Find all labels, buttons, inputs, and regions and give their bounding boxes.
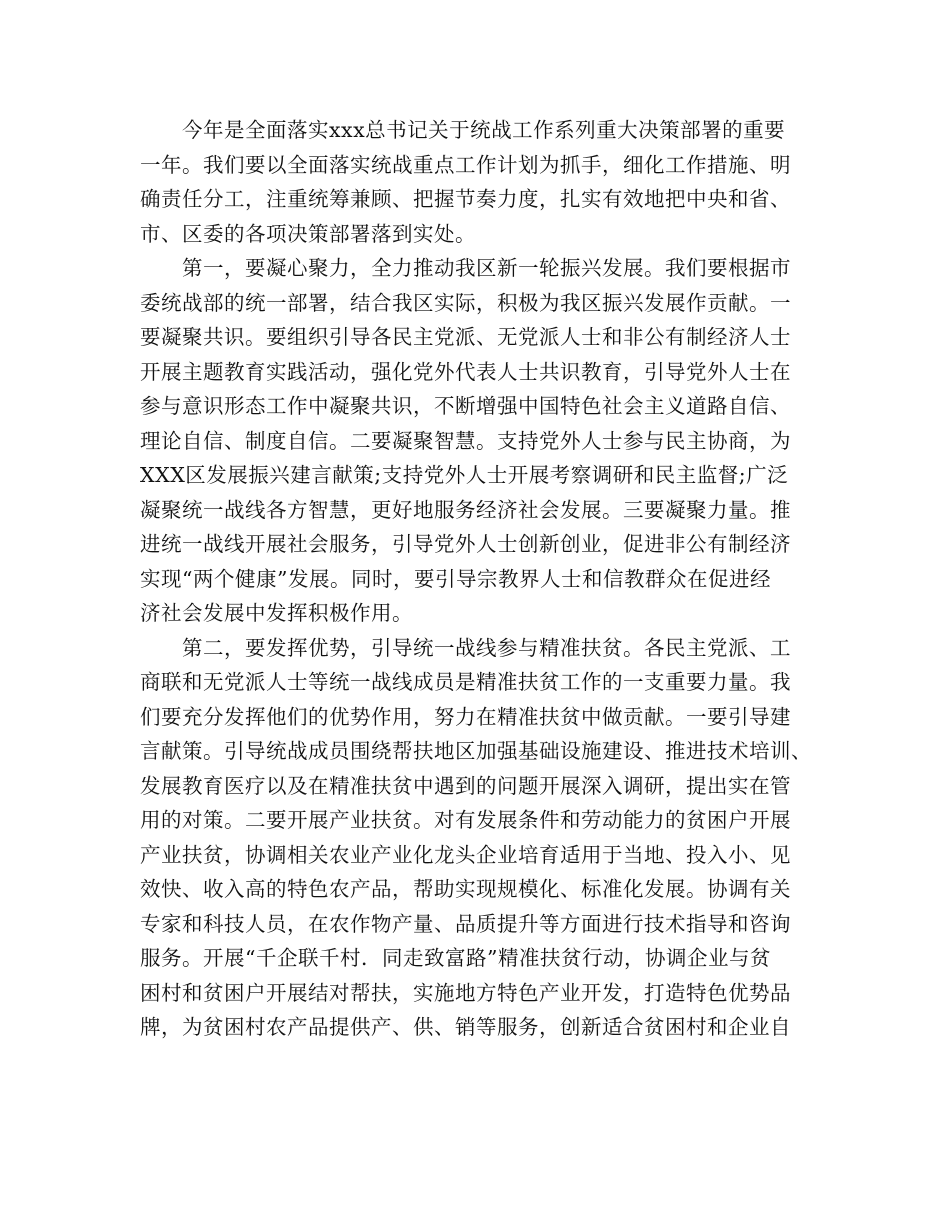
text-line: 确责任分工，注重统筹兼顾、把握节奏力度，扎实有效地把中央和省、	[140, 187, 791, 211]
text-line: 专家和科技人员，在农作物产量、品质提升等方面进行技术指导和咨询	[140, 911, 791, 936]
text-line: 要凝聚共识。要组织引导各民主党派、无党派人士和非公有制经济人士	[140, 325, 791, 349]
text-line: 实现“两个健康”发展。同时，要引导宗教界人士和信教群众在促进经	[140, 566, 771, 591]
text-line: 今年是全面落实xxx总书记关于统战工作系列重大决策部署的重要	[140, 118, 786, 142]
text-line: 牌，为贫困村农产品提供产、供、销等服务，创新适合贫困村和企业自	[140, 1015, 791, 1039]
text-line: 委统战部的统一部署，结合我区实际，积极为我区振兴发展作贡献。一	[140, 290, 791, 315]
text-line: 参与意识形态工作中凝聚共识，不断增强中国特色社会主义道路自信、	[140, 394, 791, 418]
text-line: 言献策。引导统战成员围绕帮扶地区加强基础设施建设、推进技术培训、	[140, 739, 812, 763]
text-line: 第一，要凝心聚力，全力推动我区新一轮振兴发展。我们要根据市	[140, 256, 791, 280]
text-line: 们要充分发挥他们的优势作用，努力在精准扶贫中做贡献。一要引导建	[140, 704, 791, 729]
text-line: 服务。开展“千企联千村．同走致富路”精准扶贫行动，协调企业与贫	[140, 946, 771, 970]
text-line: 用的对策。二要开展产业扶贫。对有发展条件和劳动能力的贫困户开展	[140, 808, 791, 832]
text-line: 开展主题教育实践活动，强化党外代表人士共识教育，引导党外人士在	[140, 359, 791, 384]
text-line: 济社会发展中发挥积极作用。	[140, 601, 413, 625]
text-line: 市、区委的各项决策部署落到实处。	[140, 221, 476, 246]
text-line: 发展教育医疗以及在精准扶贫中遇到的问题开展深入调研，提出实在管	[140, 773, 791, 798]
text-line: 效快、收入高的特色农产品，帮助实现规模化、标准化发展。协调有关	[140, 877, 791, 901]
paragraph-second-point	[140, 631, 816, 1045]
paragraph-first-point	[140, 251, 816, 631]
text-line: 一年。我们要以全面落实统战重点工作计划为抓手，细化工作措施、明	[140, 152, 791, 177]
text-line: 理论自信、制度自信。二要凝聚智慧。支持党外人士参与民主协商，为	[140, 428, 791, 453]
text-line: 第二，要发挥优势，引导统一战线参与精准扶贫。各民主党派、工	[140, 635, 791, 660]
text-line: 凝聚统一战线各方智慧，更好地服务经济社会发展。三要凝聚力量。推	[140, 497, 791, 522]
document-body	[140, 113, 816, 1045]
text-line: 进统一战线开展社会服务，引导党外人士创新创业，促进非公有制经济	[140, 532, 791, 556]
text-line: XXX区发展振兴建言献策;支持党外人士开展考察调研和民主监督;广泛	[140, 463, 789, 487]
text-line: 产业扶贫，协调相关农业产业化龙头企业培育适用于当地、投入小、见	[140, 842, 791, 867]
text-line: 商联和无党派人士等统一战线成员是精准扶贫工作的一支重要力量。我	[140, 670, 791, 694]
paragraph-intro	[140, 113, 816, 251]
text-line: 困村和贫困户开展结对帮扶，实施地方特色产业开发，打造特色优势品	[140, 980, 791, 1005]
